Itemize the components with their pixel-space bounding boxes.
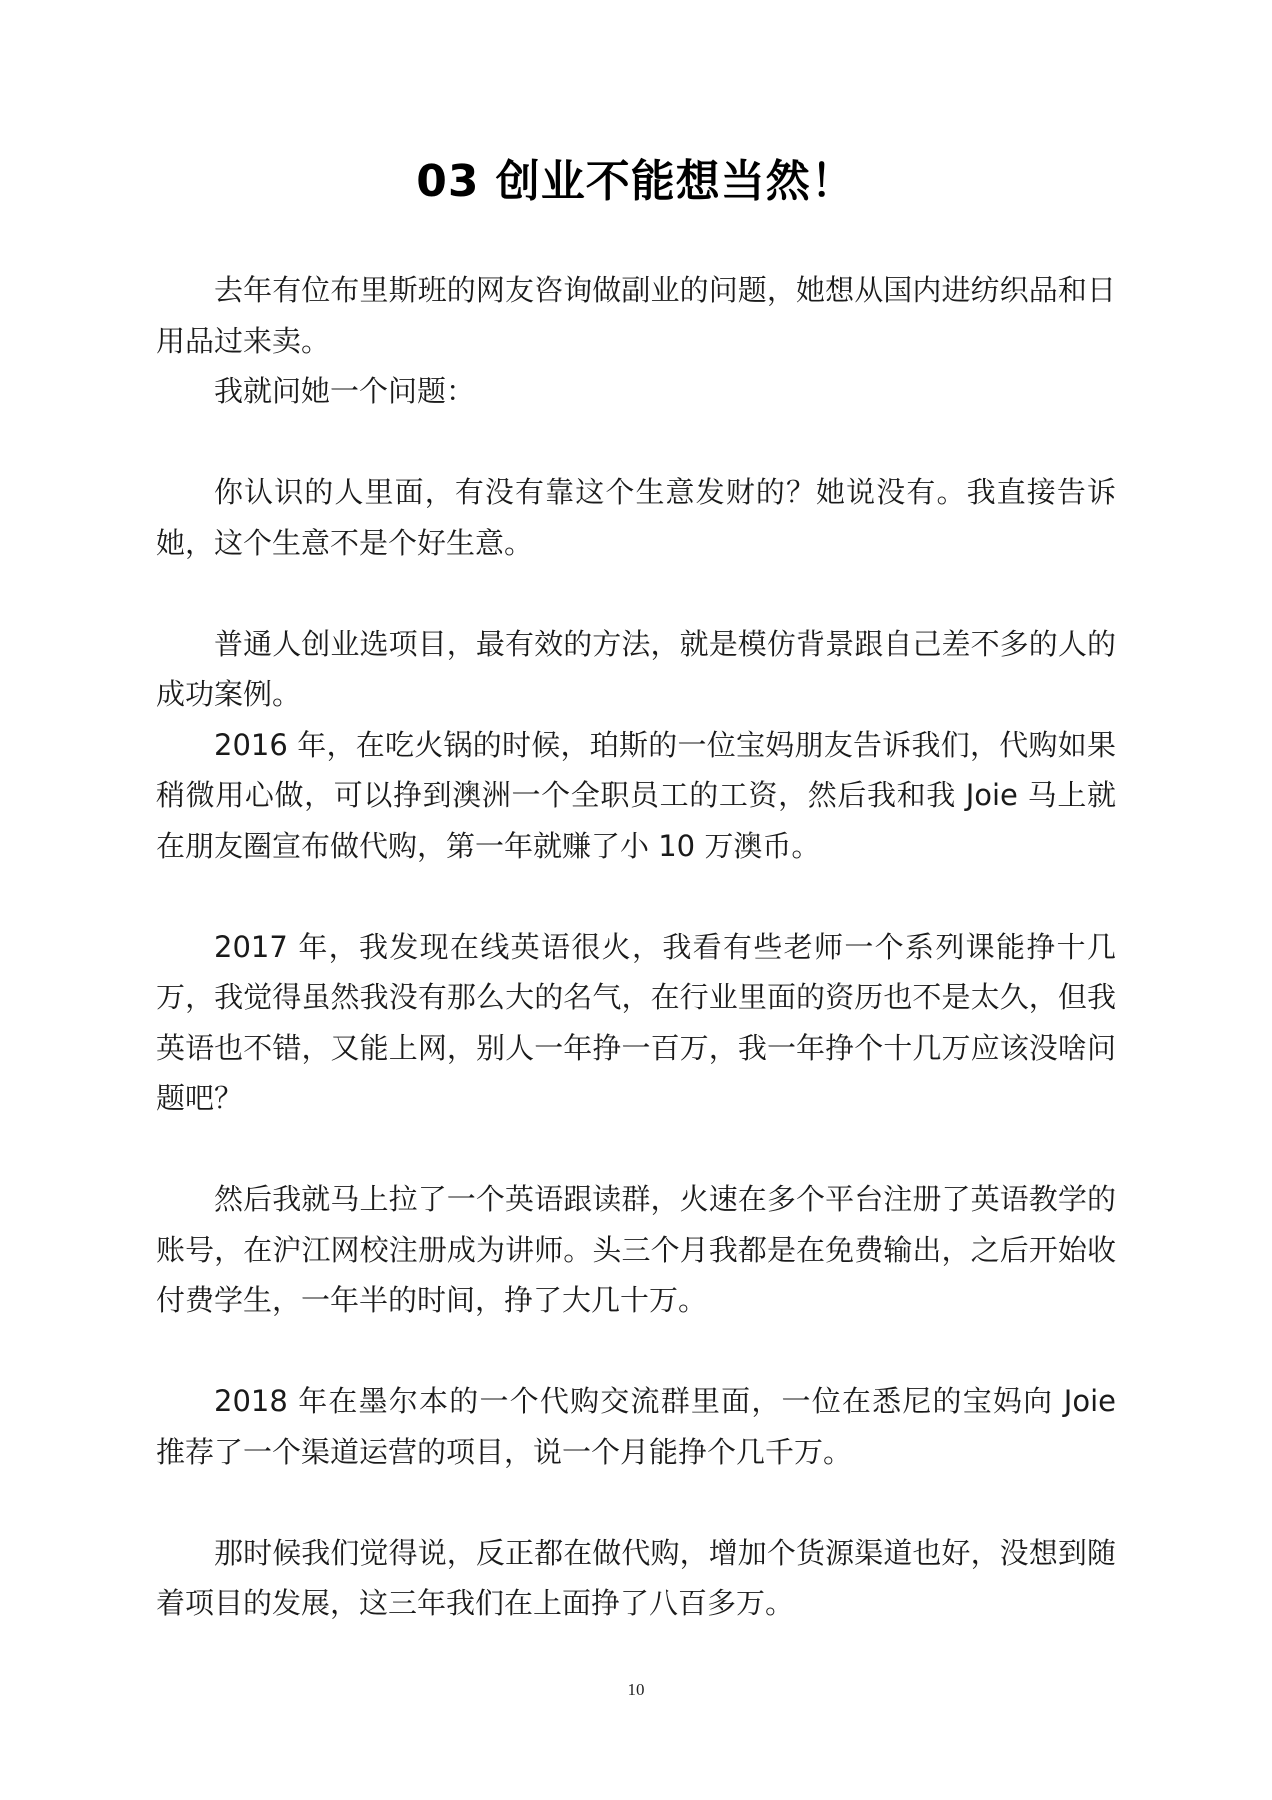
paragraph: 2017 年，我发现在线英语很火，我看有些老师一个系列课能挣十几万，我觉得虽然我没有那么大的名气，在行业里面的资历也不是太久，但我英语也不错，又能上网，别人一年挣一百万，我一年挣个十几万应该没啥问题吧？ <box>156 929 1116 1115</box>
body-text <box>156 265 1116 1629</box>
paragraph-gap <box>156 871 1116 922</box>
paragraph: 然后我就马上拉了一个英语跟读群，火速在多个平台注册了英语教学的账号，在沪江网校注册成为讲师。头三个月我都是在免费输出，之后开始收付费学生，一年半的时间，挣了大几十万。 <box>156 1182 1116 1317</box>
page-title: 03 创业不能想当然！ <box>416 156 856 207</box>
paragraph: 2018 年在墨尔本的一个代购交流群里面，一位在悉尼的宝妈向 Joie 推荐了一个渠道运营的项目，说一个月能挣个几千万。 <box>156 1384 1116 1469</box>
paragraph: 去年有位布里斯班的网友咨询做副业的问题，她想从国内进纺织品和日用品过来卖。 <box>156 273 1116 358</box>
paragraph: 你认识的人里面，有没有靠这个生意发财的？她说没有。我直接告诉她，这个生意不是个好生意。 <box>156 475 1116 560</box>
paragraph-gap <box>156 1326 1116 1377</box>
paragraph-gap <box>156 417 1116 468</box>
paragraph-gap <box>156 1477 1116 1528</box>
paragraph: 2016 年，在吃火锅的时候，珀斯的一位宝妈朋友告诉我们，代购如果稍微用心做，可以挣到澳洲一个全职员工的工资，然后我和我 Joie 马上就在朋友圈宣布做代购，第一年就赚了小 10 万澳币。 <box>156 727 1116 863</box>
paragraph: 普通人创业选项目，最有效的方法，就是模仿背景跟自己差不多的人的成功案例。 <box>156 626 1116 711</box>
paragraph-gap <box>156 568 1116 619</box>
page-number: 10 <box>627 1680 645 1699</box>
paragraph: 我就问她一个问题： <box>214 374 476 408</box>
paragraph-gap <box>156 1124 1116 1175</box>
paragraph: 那时候我们觉得说，反正都在做代购，增加个货源渠道也好，没想到随着项目的发展，这三年我们在上面挣了八百多万。 <box>156 1535 1116 1620</box>
